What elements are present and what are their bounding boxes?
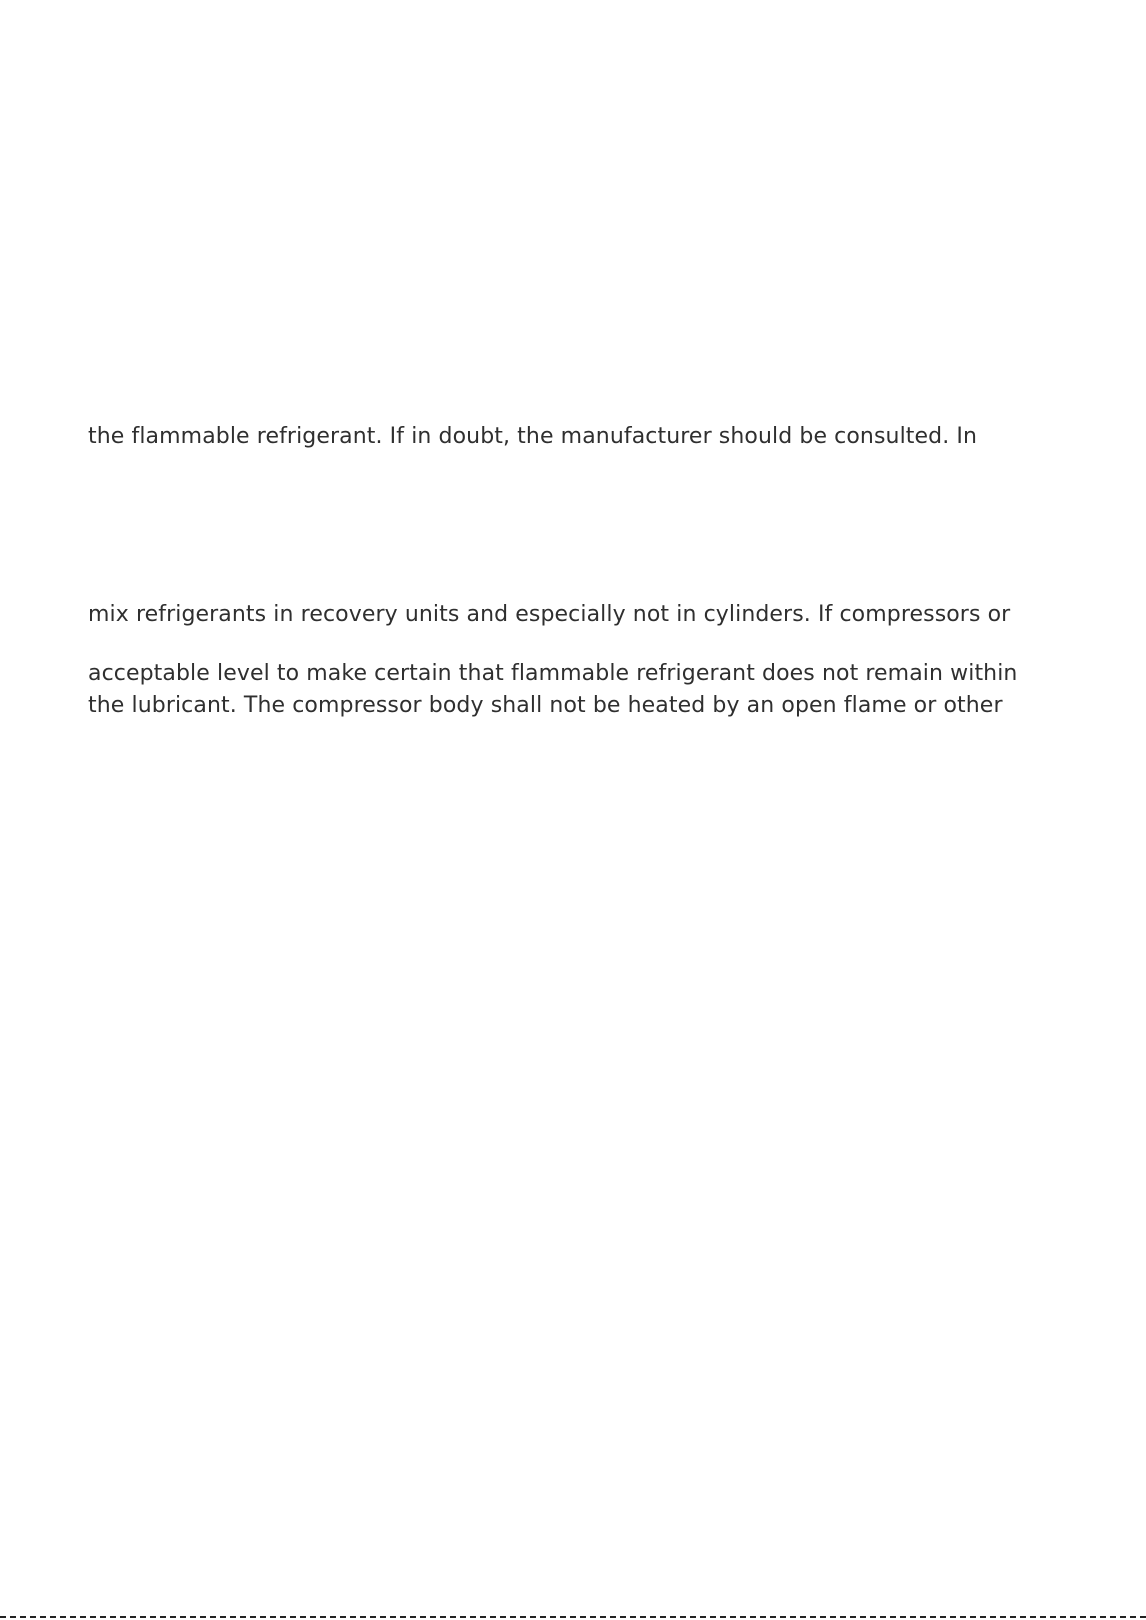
text-line-2: mix refrigerants in recovery units and especially not in cylinders. If compressors or	[88, 602, 1011, 627]
text-line-3: acceptable level to make certain that flammable refrigerant does not remain within	[88, 661, 1018, 686]
text-line-4: the lubricant. The compressor body shall not be heated by an open flame or other	[88, 693, 1003, 718]
bottom-dashed-rule	[0, 1616, 1146, 1618]
text-line-1: the flammable refrigerant. If in doubt, the manufacturer should be consulted. In	[88, 424, 978, 449]
